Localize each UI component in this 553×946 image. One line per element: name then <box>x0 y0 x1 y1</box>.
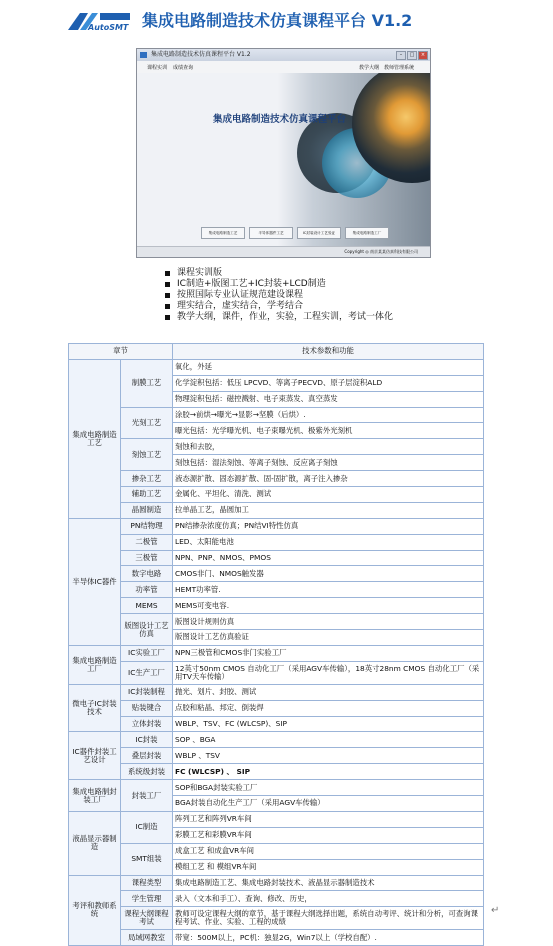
table-row <box>69 359 484 375</box>
autosmt-logo <box>66 10 132 32</box>
chapter-cell: 半导体IC器件 <box>69 518 121 645</box>
param-cell: WBLP、TSV、FC (WLCSP)、SIP <box>173 716 484 732</box>
param-cell: 教师可设定课程大纲的章节，基于课程大纲选择出题，系统自动考评、统计和分析，可查询课程考试、作业、实验、工程的成绩 <box>173 907 484 930</box>
section-cell: IC封装 <box>121 732 173 748</box>
table-row <box>69 732 484 748</box>
table-row <box>69 764 484 780</box>
menu-course-training[interactable]: 课程实训 <box>147 65 168 71</box>
section-cell: 晶圆制造 <box>121 502 173 518</box>
param-cell: 集成电路制造工艺、集成电路封装技术、液晶显示器制造技术 <box>173 875 484 891</box>
param-cell: 阵列工艺和阵列VR车间 <box>173 811 484 827</box>
status-bar <box>137 246 430 257</box>
section-cell: 课程类型 <box>121 875 173 891</box>
menu-teacher-system[interactable]: 教师管理系统 <box>384 65 415 71</box>
list-item: IC制造+版图工艺+IC封装+LCD制造 <box>163 279 393 290</box>
section-cell: IC实验工厂 <box>121 645 173 661</box>
table-row <box>69 566 484 582</box>
table-row <box>69 550 484 566</box>
section-cell: 制膜工艺 <box>121 359 173 407</box>
module-button[interactable]: 集成电路制造工艺 <box>201 227 245 239</box>
table-row <box>69 439 484 455</box>
section-cell: 叠层封装 <box>121 748 173 764</box>
section-cell: IC封装制程 <box>121 684 173 700</box>
param-cell: HEMT功率管. <box>173 582 484 598</box>
header-chapter: 章节 <box>69 344 173 360</box>
table-row <box>69 875 484 891</box>
copyright-text: Copyright ◎ 南京某某仿真科技有限公司 <box>344 249 418 254</box>
section-cell: 版图设计工艺仿真 <box>121 614 173 646</box>
param-cell: 带宽：500M以上，PC机：独显2G，Win7以上（学校自配）. <box>173 930 484 946</box>
app-canvas <box>137 73 430 248</box>
param-cell: CMOS非门、NMOS触发器 <box>173 566 484 582</box>
param-cell: LED、太阳能电池 <box>173 534 484 550</box>
chapter-cell: IC器件封装工艺设计 <box>69 732 121 780</box>
section-cell: SMT组装 <box>121 843 173 875</box>
param-cell: NPN三极管和CMOS非门实验工厂 <box>173 645 484 661</box>
maximize-icon[interactable]: □ <box>407 51 417 60</box>
param-cell: 涂胶→前烘→曝光→显影→坚膜（后烘）. <box>173 407 484 423</box>
param-cell: SOP和BGA封装实验工厂 <box>173 780 484 796</box>
chapter-cell: 集成电路制造工厂 <box>69 645 121 684</box>
table-row <box>69 748 484 764</box>
param-cell: SOP 、BGA <box>173 732 484 748</box>
param-cell: 金属化、平坦化、清洗、测试 <box>173 487 484 503</box>
table-row <box>69 502 484 518</box>
table-row <box>69 930 484 946</box>
table-row <box>69 700 484 716</box>
param-cell: 版图设计工艺仿真验证 <box>173 630 484 646</box>
table-row <box>69 907 484 930</box>
param-cell: PN结掺杂浓度仿真；PN结VI特性仿真 <box>173 518 484 534</box>
section-cell: 功率管 <box>121 582 173 598</box>
table-row <box>69 582 484 598</box>
canvas-title: 集成电路制造技术仿真课程平台 <box>213 114 347 125</box>
table-row <box>69 598 484 614</box>
chapter-cell: 液晶显示器制造 <box>69 811 121 875</box>
section-cell: 光刻工艺 <box>121 407 173 439</box>
minimize-icon[interactable]: – <box>396 51 406 60</box>
param-cell: 成盒工艺 和成盒VR车间 <box>173 843 484 859</box>
table-header-row <box>69 344 484 360</box>
param-cell: FC (WLCSP) 、 SIP <box>173 764 484 780</box>
section-cell: 贴装键合 <box>121 700 173 716</box>
svg-text:AutoSMT: AutoSMT <box>88 23 129 32</box>
table-row <box>69 407 484 423</box>
app-window <box>136 48 431 258</box>
table-row <box>69 684 484 700</box>
param-cell: MEMS可变电容. <box>173 598 484 614</box>
param-cell: 抛光、划片、封胶、测试 <box>173 684 484 700</box>
table-row <box>69 891 484 907</box>
table-row <box>69 843 484 859</box>
table-row <box>69 487 484 503</box>
param-cell: WBLP 、TSV <box>173 748 484 764</box>
list-item: 课程实训版 <box>163 268 393 279</box>
param-cell: 液态源扩散、固态源扩散、固-固扩散，离子注入掺杂 <box>173 471 484 487</box>
table-row <box>69 614 484 630</box>
param-cell: 版图设计规则仿真 <box>173 614 484 630</box>
param-cell: 刻蚀和去胶， <box>173 439 484 455</box>
param-cell: 录入（文本和手工）、查询、修改、历史， <box>173 891 484 907</box>
chapter-cell: 集成电路制造工艺 <box>69 359 121 518</box>
module-button[interactable]: IC封装设计工艺验证 <box>297 227 341 239</box>
list-item: 理实结合，虚实结合，学考结合 <box>163 301 393 312</box>
chapter-cell: 考评和教师系统 <box>69 875 121 946</box>
param-cell: 物理淀积包括：磁控溅射、电子束蒸发、真空蒸发 <box>173 391 484 407</box>
param-cell: 模组工艺 和 模组VR车间 <box>173 859 484 875</box>
return-mark: ↵ <box>491 905 500 916</box>
menu-score-query[interactable]: 成绩查询 <box>173 65 194 71</box>
param-cell: 12英寸50nm CMOS 自动化工厂（采用AGV车传输），18英寸28nm CMOS 自动化工厂（采用TV天车传输） <box>173 661 484 684</box>
param-cell: NPN、PNP、NMOS、PMOS <box>173 550 484 566</box>
window-title: 集成电路制造技术仿真课程平台 V1.2 <box>151 51 251 58</box>
param-cell: 刻蚀包括：湿法刻蚀、等离子刻蚀、反应离子刻蚀 <box>173 455 484 471</box>
section-cell: MEMS <box>121 598 173 614</box>
table-row <box>69 780 484 796</box>
section-cell: 辅助工艺 <box>121 487 173 503</box>
module-button[interactable]: 集成电路制造工厂 <box>345 227 389 239</box>
section-cell: 掺杂工艺 <box>121 471 173 487</box>
table-row <box>69 471 484 487</box>
section-cell: IC制造 <box>121 811 173 843</box>
section-cell: 封装工厂 <box>121 780 173 812</box>
param-cell: 彩膜工艺和彩膜VR车间 <box>173 827 484 843</box>
section-cell: 学生管理 <box>121 891 173 907</box>
table-row <box>69 661 484 684</box>
section-cell: PN结物理 <box>121 518 173 534</box>
table-row <box>69 534 484 550</box>
menu-syllabus[interactable]: 教学大纲 <box>359 65 380 71</box>
param-cell: 化学淀积包括：低压 LPCVD、等离子PECVD、原子层淀积ALD <box>173 375 484 391</box>
close-icon[interactable]: × <box>418 51 428 60</box>
chapter-cell: 微电子IC封装技术 <box>69 684 121 732</box>
section-cell: 刻蚀工艺 <box>121 439 173 471</box>
param-cell: 点胶和粘晶、邦定、倒装焊 <box>173 700 484 716</box>
param-cell: 氧化，外延 <box>173 359 484 375</box>
param-cell: 拉单晶工艺，晶圆加工 <box>173 502 484 518</box>
section-cell: 局域网教室 <box>121 930 173 946</box>
table-row <box>69 645 484 661</box>
section-cell: 三极管 <box>121 550 173 566</box>
section-cell: 系统级封装 <box>121 764 173 780</box>
module-button[interactable]: 半导体器件工艺 <box>249 227 293 239</box>
chapter-cell: 集成电路制封装工厂 <box>69 780 121 812</box>
param-cell: 曝光包括：光学曝光机、电子束曝光机、极紫外光刻机 <box>173 423 484 439</box>
table-row <box>69 716 484 732</box>
list-item: 教学大纲，课件，作业，实验，工程实训，考试一体化 <box>163 312 393 323</box>
section-cell: 立体封装 <box>121 716 173 732</box>
window-titlebar <box>137 49 430 61</box>
section-cell: 二极管 <box>121 534 173 550</box>
section-cell: 课程大纲课程考试 <box>121 907 173 930</box>
app-icon <box>140 52 147 58</box>
spec-table <box>68 343 484 946</box>
table-row <box>69 811 484 827</box>
page-title: 集成电路制造技术仿真课程平台 V1.2 <box>142 11 413 30</box>
section-cell: 数字电路 <box>121 566 173 582</box>
table-row <box>69 518 484 534</box>
header-params: 技术参数和功能 <box>173 344 484 360</box>
list-item: 按照国际专业认证规范建设课程 <box>163 290 393 301</box>
feature-list <box>163 268 393 323</box>
section-cell: IC生产工厂 <box>121 661 173 684</box>
param-cell: BGA封装自动化生产工厂（采用AGV车传输） <box>173 796 484 812</box>
